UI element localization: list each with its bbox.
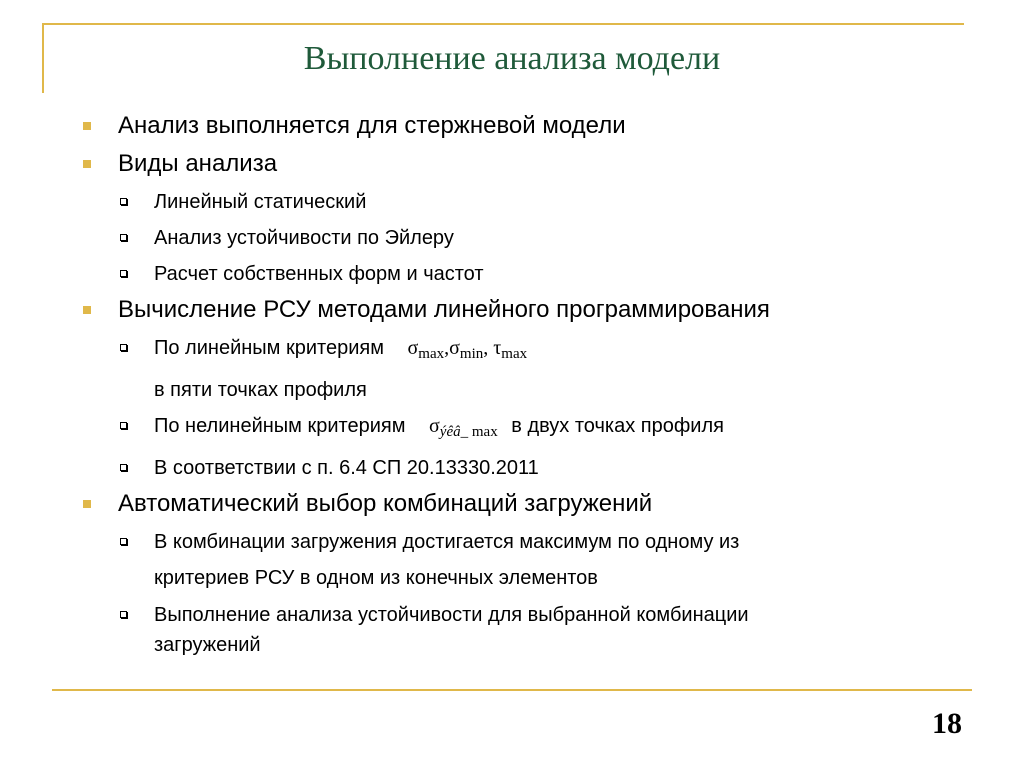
- bullet-4: Автоматический выбор комбинаций загружений: [80, 486, 980, 522]
- sub-bullet-4-1-continuation: критериев РСУ в одном из конечных элементов: [154, 567, 598, 589]
- slide-title: Выполнение анализа модели: [303, 40, 721, 77]
- square-bullet-icon: [83, 306, 91, 314]
- linear-criteria-formula: $\sigma_{max},\sigma_{min}$, $\tau_{max}$: [407, 337, 528, 362]
- hollow-square-bullet-icon: [120, 464, 127, 471]
- sub-bullet-4-1: В комбинации загружения достигается максимум по одному из: [80, 524, 980, 560]
- hollow-square-bullet-icon: [120, 344, 127, 351]
- hollow-square-bullet-icon: [120, 270, 127, 277]
- square-bullet-icon: [83, 122, 91, 130]
- slide-content: [80, 108, 980, 660]
- frame-bottom-line: [52, 689, 972, 691]
- sub-bullet-2-2: Анализ устойчивости по Эйлеру: [80, 220, 980, 256]
- sub-bullet-3-2: По нелинейным критериям $\sigma_{ýêâ\_ max}$ в двух точках профиля: [80, 408, 980, 450]
- hollow-square-bullet-icon: [120, 611, 127, 618]
- square-bullet-icon: [83, 500, 91, 508]
- hollow-square-bullet-icon: [120, 234, 127, 241]
- sub-bullet-3-1: По линейным критериям $\sigma_{max},\sigma_{min}$, $\tau_{max}$: [80, 330, 980, 372]
- square-bullet-icon: [83, 160, 91, 168]
- sub-bullet-2-3: Расчет собственных форм и частот: [80, 256, 980, 292]
- frame-top-line: [42, 23, 964, 25]
- sub-bullet-3-1-continuation: в пяти точках профиля: [154, 379, 367, 401]
- sub-bullet-2-1: Линейный статический: [80, 184, 980, 220]
- page-number: 18: [932, 707, 962, 740]
- hollow-square-bullet-icon: [120, 422, 127, 429]
- sub-bullet-4-2: Выполнение анализа устойчивости для выбранной комбинации: [80, 600, 980, 630]
- bullet-1: Анализ выполняется для стержневой модели: [80, 108, 980, 144]
- hollow-square-bullet-icon: [120, 538, 127, 545]
- hollow-square-bullet-icon: [120, 198, 127, 205]
- sub-bullet-3-3: В соответствии с п. 6.4 СП 20.13330.2011: [80, 450, 980, 486]
- equivalent-stress-formula: $\sigma_{ýêâ\_ max}$: [429, 415, 498, 440]
- bullet-2: Виды анализа: [80, 146, 980, 182]
- bullet-3: Вычисление РСУ методами линейного программирования: [80, 292, 980, 328]
- sub-bullet-4-2-continuation: загружений: [154, 634, 261, 656]
